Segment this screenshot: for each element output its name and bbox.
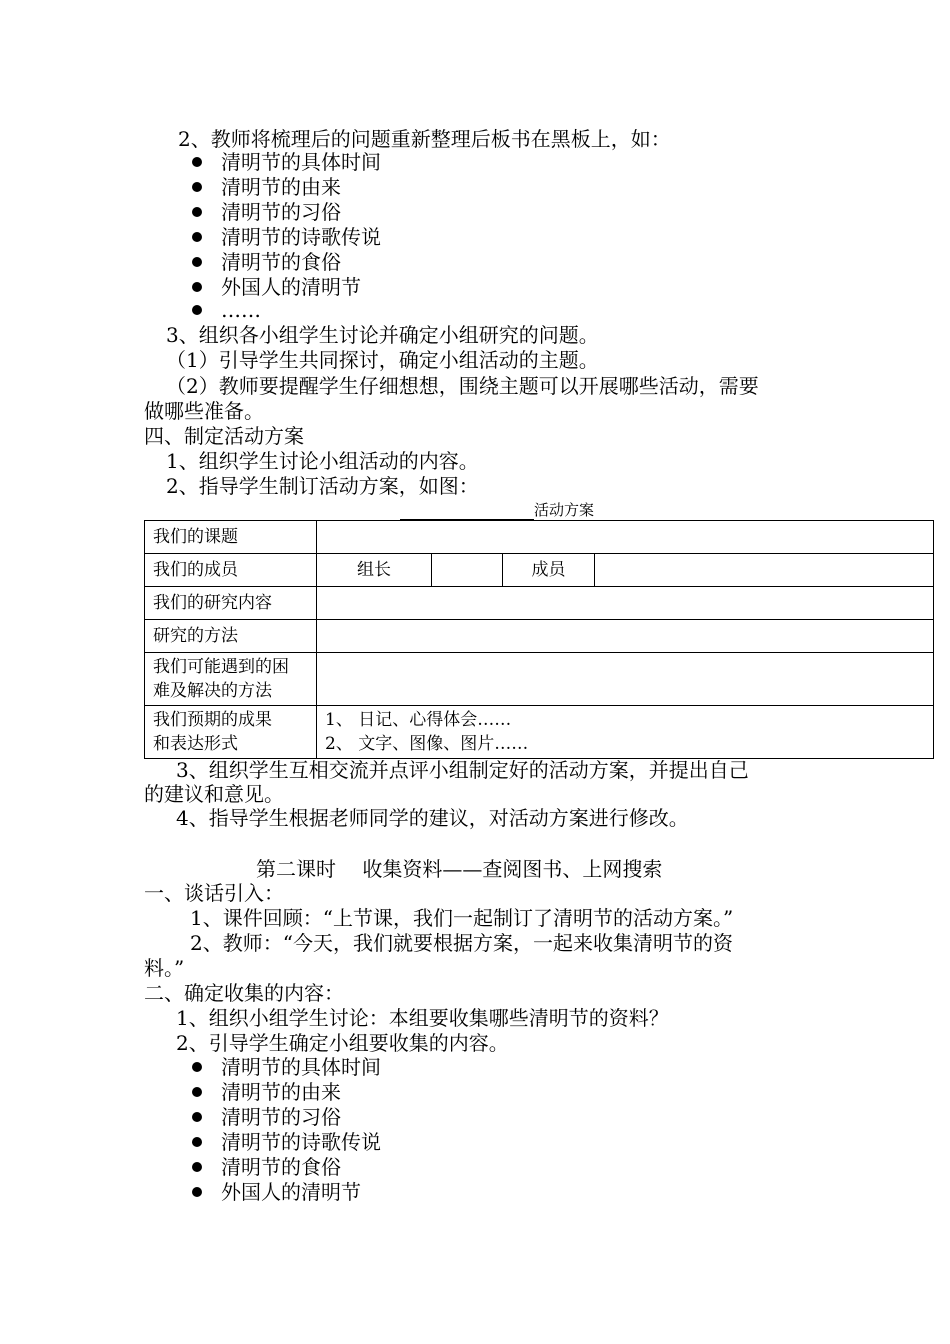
content-value [317,587,934,620]
difficulty-label: 我们可能遇到的困 难及解决的方法 [145,653,317,706]
content-label: 我们的研究内容 [145,587,317,620]
bullet-icon [192,207,202,217]
list-item: …… [192,298,261,322]
list-item: 清明节的习俗 [192,200,341,224]
lesson-two-title: 第二课时 收集资料——查阅图书、上网搜索 [256,857,663,881]
method-value [317,620,934,653]
list-item: 清明节的诗歌传说 [192,225,381,249]
part-two-item-1: 1、组织小组学生讨论：本组要收集哪些清明节的资料？ [176,1006,669,1030]
item-4-text: 4、指导学生根据老师同学的建议，对活动方案进行修改。 [176,806,689,830]
activity-plan-table [144,520,934,759]
part-one-item-2-line2: 料。” [144,956,185,980]
topic-label: 我们的课题 [145,521,317,554]
bullet-icon [192,1162,202,1172]
list-item: 清明节的食俗 [192,1155,341,1179]
part-two-item-2: 2、引导学生确定小组要收集的内容。 [176,1031,509,1055]
sub-step-2-text-line1: （2）教师要提醒学生仔细想想，围绕主题可以开展哪些活动，需要 [166,374,759,398]
part-two-heading: 二、确定收集的内容： [144,981,344,1005]
table-row [145,587,934,620]
list-item: 清明节的由来 [192,1080,341,1104]
list-item: 清明节的由来 [192,175,341,199]
list-item: 外国人的清明节 [192,1180,361,1204]
members-label: 我们的成员 [145,554,317,587]
member-value [595,554,934,587]
member-label: 成员 [503,554,595,587]
table-row [145,706,934,759]
section-four-item-2: 2、指导学生制订活动方案，如图： [166,474,479,498]
difficulty-value [317,653,934,706]
list-item: 清明节的食俗 [192,250,341,274]
plan-table-caption [400,500,594,520]
leader-value [432,554,503,587]
list-item: 外国人的清明节 [192,275,361,299]
step-2-text: 2、教师将梳理后的问题重新整理后板书在黑板上，如： [178,127,671,151]
outcome-value: 1、 日记、心得体会…… 2、 文字、图像、图片…… [317,706,934,759]
bullet-icon [192,282,202,292]
section-four-heading: 四、制定活动方案 [144,424,304,448]
item-3-text-line2: 的建议和意见。 [144,782,284,806]
caption-text: 活动方案 [534,501,595,519]
bullet-icon [192,257,202,267]
bullet-icon [192,1087,202,1097]
bullet-icon [192,1062,202,1072]
list-item: 清明节的具体时间 [192,1055,381,1079]
bullet-icon [192,232,202,242]
bullet-icon [192,305,202,315]
section-four-item-1: 1、组织学生讨论小组活动的内容。 [166,449,479,473]
caption-blank-line [400,505,534,520]
bullet-icon [192,1137,202,1147]
table-row [145,521,934,554]
list-item: 清明节的具体时间 [192,150,381,174]
bullet-icon [192,157,202,167]
outcome-label: 我们预期的成果 和表达形式 [145,706,317,759]
table-row [145,653,934,706]
part-one-heading: 一、谈话引入： [144,881,284,905]
table-row [145,620,934,653]
list-item: 清明节的习俗 [192,1105,341,1129]
list-item: 清明节的诗歌传说 [192,1130,381,1154]
leader-label: 组长 [317,554,432,587]
part-one-item-1: 1、课件回顾：“上节课，我们一起制订了清明节的活动方案。” [190,906,734,930]
step-3-text: 3、组织各小组学生讨论并确定小组研究的问题。 [166,323,599,347]
method-label: 研究的方法 [145,620,317,653]
sub-step-2-text-line2: 做哪些准备。 [144,399,264,423]
table-row [145,554,934,587]
topic-value [317,521,934,554]
bullet-icon [192,1187,202,1197]
bullet-icon [192,1112,202,1122]
item-3-text-line1: 3、组织学生互相交流并点评小组制定好的活动方案，并提出自己 [176,758,749,782]
part-one-item-2-line1: 2、教师：“今天，我们就要根据方案，一起来收集清明节的资 [190,931,733,955]
bullet-icon [192,182,202,192]
sub-step-1-text: （1）引导学生共同探讨，确定小组活动的主题。 [166,348,599,372]
